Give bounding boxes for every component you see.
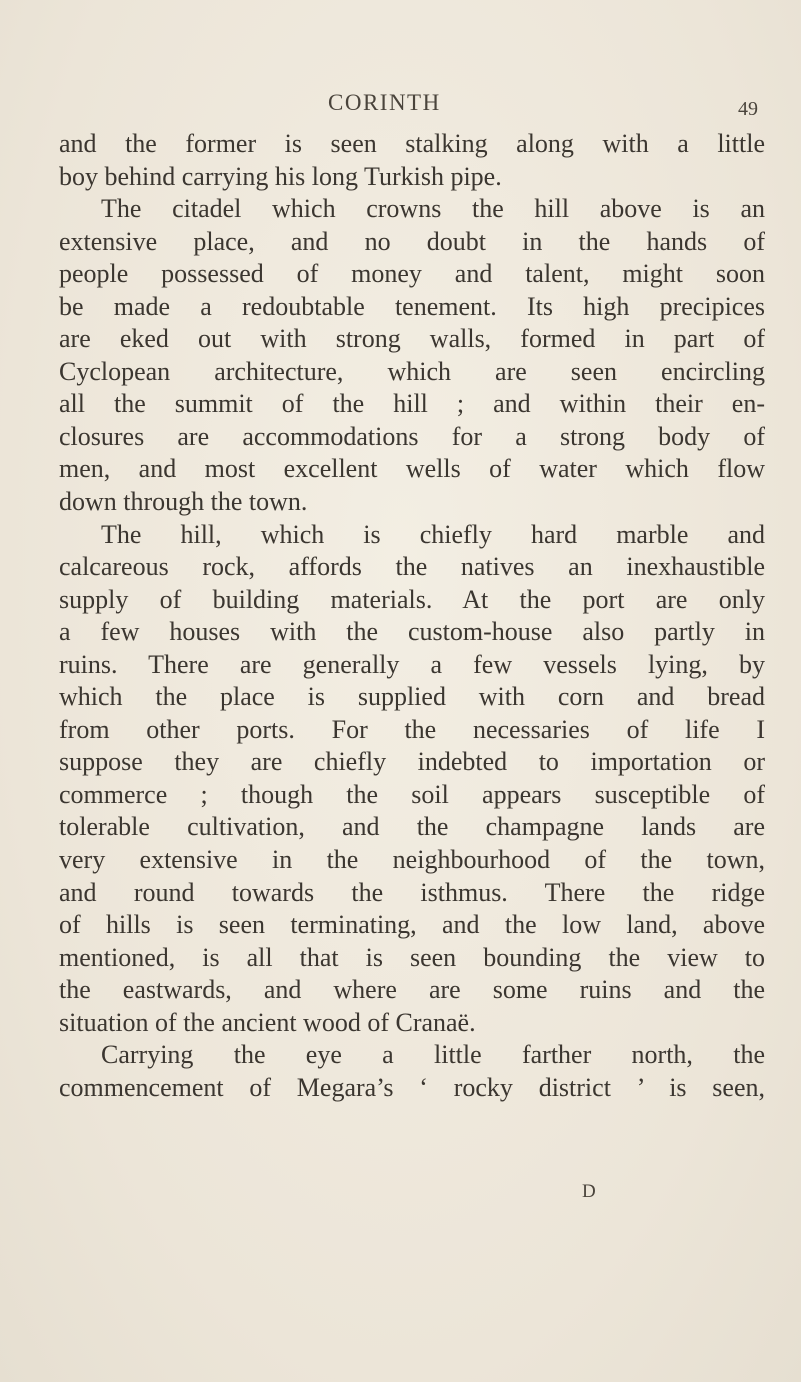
text-line: very extensive in the neighbourhood of the town, xyxy=(59,845,765,875)
running-head xyxy=(0,88,801,118)
text-line: tolerable cultivation, and the champagne lands are xyxy=(59,812,765,842)
text-line: The citadel which crowns the hill above is an xyxy=(101,194,765,224)
text-line: supply of building materials. At the port are only xyxy=(59,584,765,614)
text-line: a few houses with the custom-house also partly in xyxy=(59,617,765,647)
text-line: suppose they are chiefly indebted to importation or xyxy=(59,747,765,777)
text-line: The hill, which is chiefly hard marble and xyxy=(101,519,765,549)
text-line: people possessed of money and talent, might soon xyxy=(59,259,765,289)
text-line: ruins. There are generally a few vessels lying, by xyxy=(59,649,765,679)
text-line: down through the town. xyxy=(59,487,308,517)
text-line: all the summit of the hill ; and within their en- xyxy=(59,389,765,419)
text-line: extensive place, and no doubt in the hands of xyxy=(59,226,765,256)
text-line: men, and most excellent wells of water which flow xyxy=(59,454,765,484)
text-line: situation of the ancient wood of Cranaë. xyxy=(59,1007,476,1037)
text-line: mentioned, is all that is seen bounding the view to xyxy=(59,942,765,972)
text-line: the eastwards, and where are some ruins and the xyxy=(59,975,765,1005)
text-line: be made a redoubtable tenement. Its high precipices xyxy=(59,291,765,321)
text-line: which the place is supplied with corn and bread xyxy=(59,682,765,712)
text-line: closures are accommodations for a strong body of xyxy=(59,421,765,451)
text-line: and round towards the isthmus. There the ridge xyxy=(59,877,765,907)
text-line: Carrying the eye a little farther north, the xyxy=(101,1040,765,1070)
text-line: are eked out with strong walls, formed in part of xyxy=(59,324,765,354)
text-line: calcareous rock, affords the natives an inexhaustible xyxy=(59,552,765,582)
text-line: Cyclopean architecture, which are seen encircling xyxy=(59,356,765,386)
signature-mark: D xyxy=(582,1181,596,1202)
page-number: 49 xyxy=(738,98,758,120)
text-line: commerce ; though the soil appears susceptible of xyxy=(59,779,765,809)
body-text xyxy=(59,128,765,1104)
text-line: commencement of Megara’s ‘ rocky district ’ is seen, xyxy=(59,1072,765,1102)
running-title: CORINTH xyxy=(328,90,441,115)
text-line: of hills is seen terminating, and the low land, above xyxy=(59,910,765,940)
text-line: and the former is seen stalking along with a little xyxy=(59,129,765,158)
text-line: from other ports. For the necessaries of life I xyxy=(59,714,765,744)
text-line: boy behind carrying his long Turkish pipe. xyxy=(59,161,502,191)
